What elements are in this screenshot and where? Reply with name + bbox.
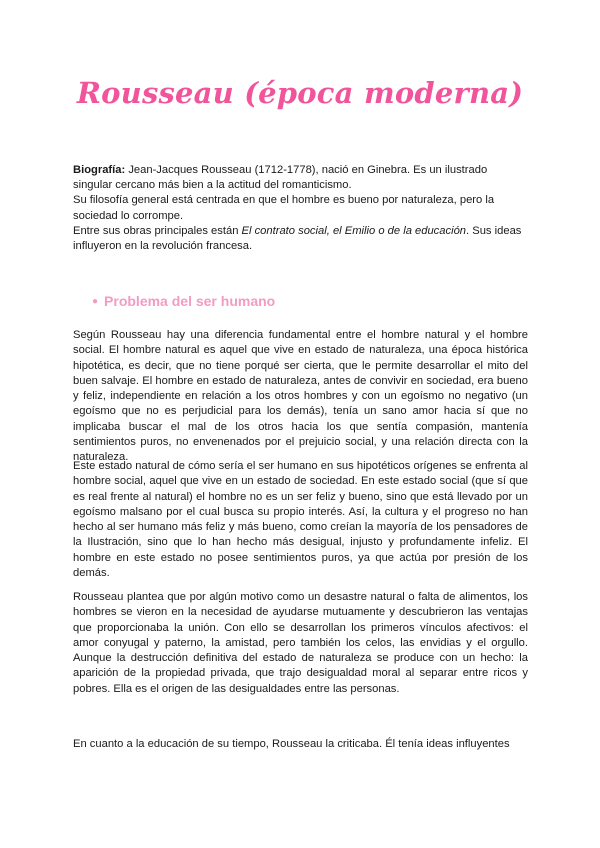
biography-label: Biografía: — [73, 164, 126, 176]
page-title: Rousseau (época moderna) — [76, 76, 524, 110]
section-heading-text: Problema del ser humano — [104, 293, 276, 309]
paragraph: Este estado natural de cómo sería el ser humano en sus hipotéticos orígenes se enfrenta al hombre social, aquel que vive en un estado de sociedad. En este estado social (que sí que es real frente al natural) el hombre no es un ser feliz y bueno, sino que está llevado por un egoísmo malsano por el cual busca su propio interés. Así, la cultura y el progreso no han hecho al ser humano más feliz y más bueno, como creían la mayoría de los pensadores de la Ilustración, sino que lo han hecho más desigual, injusto y profundamente infeliz. El hombre en este estado no posee sentimientos puros, ya que actúa por presión de los demás. — [73, 460, 528, 580]
section-heading — [92, 293, 275, 309]
works-title: El contrato social, el Emilio o de la educación — [241, 224, 467, 237]
paragraph: En cuanto a la educación de su tiempo, Rousseau la criticaba. Él tenía ideas influyentes — [73, 738, 510, 750]
biography-line-2: Su filosofía general está centrada en que el hombre es bueno por naturaleza, pero la sociedad lo corrompe. — [73, 194, 495, 222]
paragraph: Rousseau plantea que por algún motivo como un desastre natural o falta de alimentos, los hombres se vieron en la necesidad de ayudarse mutuamente y descubrieron las ventajas que proporcionaba la unión. Con ello se desarrollan los primeros vínculos afectivos: el amor conyugal y paterno, la amistad, pero también los celos, las envidias y el orgullo. Aunque la destrucción definitiva del estado de naturaleza se produce con un hecho: la aparición de la propiedad privada, que trajo desigualdad moral al separar entre ricos y pobres. Ella es el origen de las desigualdades entre las personas. — [73, 591, 528, 695]
biography-line-1: Biografía: Jean-Jacques Rousseau (1712-1778), nació en Ginebra. Es un ilustrado singular cercano más bien a la actitud del romanticismo. — [73, 164, 488, 192]
biography-block — [73, 163, 528, 254]
bullet-icon: ● — [92, 295, 99, 307]
biography-line-3: Entre sus obras principales están El contrato social, el Emilio o de la educación. Sus ideas influyeron en la revolución francesa. — [73, 224, 522, 253]
paragraph: Según Rousseau hay una diferencia fundamental entre el hombre natural y el hombre social. El hombre natural es aquel que vive en estado de naturaleza, una época histórica hipotética, es decir, que no tiene porqué ser cierta, que le permite desarrollar el mito del buen salvaje. El hombre en estado de naturaleza, antes de convivir en sociedad, era bueno y feliz, independiente en relación a los otros hombres y con un egoísmo no negativo (un egoísmo que no es perjudicial para los demás), tenía un sano amor hacia sí que no implicaba buscar el mal de los otros hacia los que sentía compasión, mantenía sentimientos puros, no envenenados por el prejuicio social, y una relación directa con la naturaleza. — [73, 329, 528, 464]
